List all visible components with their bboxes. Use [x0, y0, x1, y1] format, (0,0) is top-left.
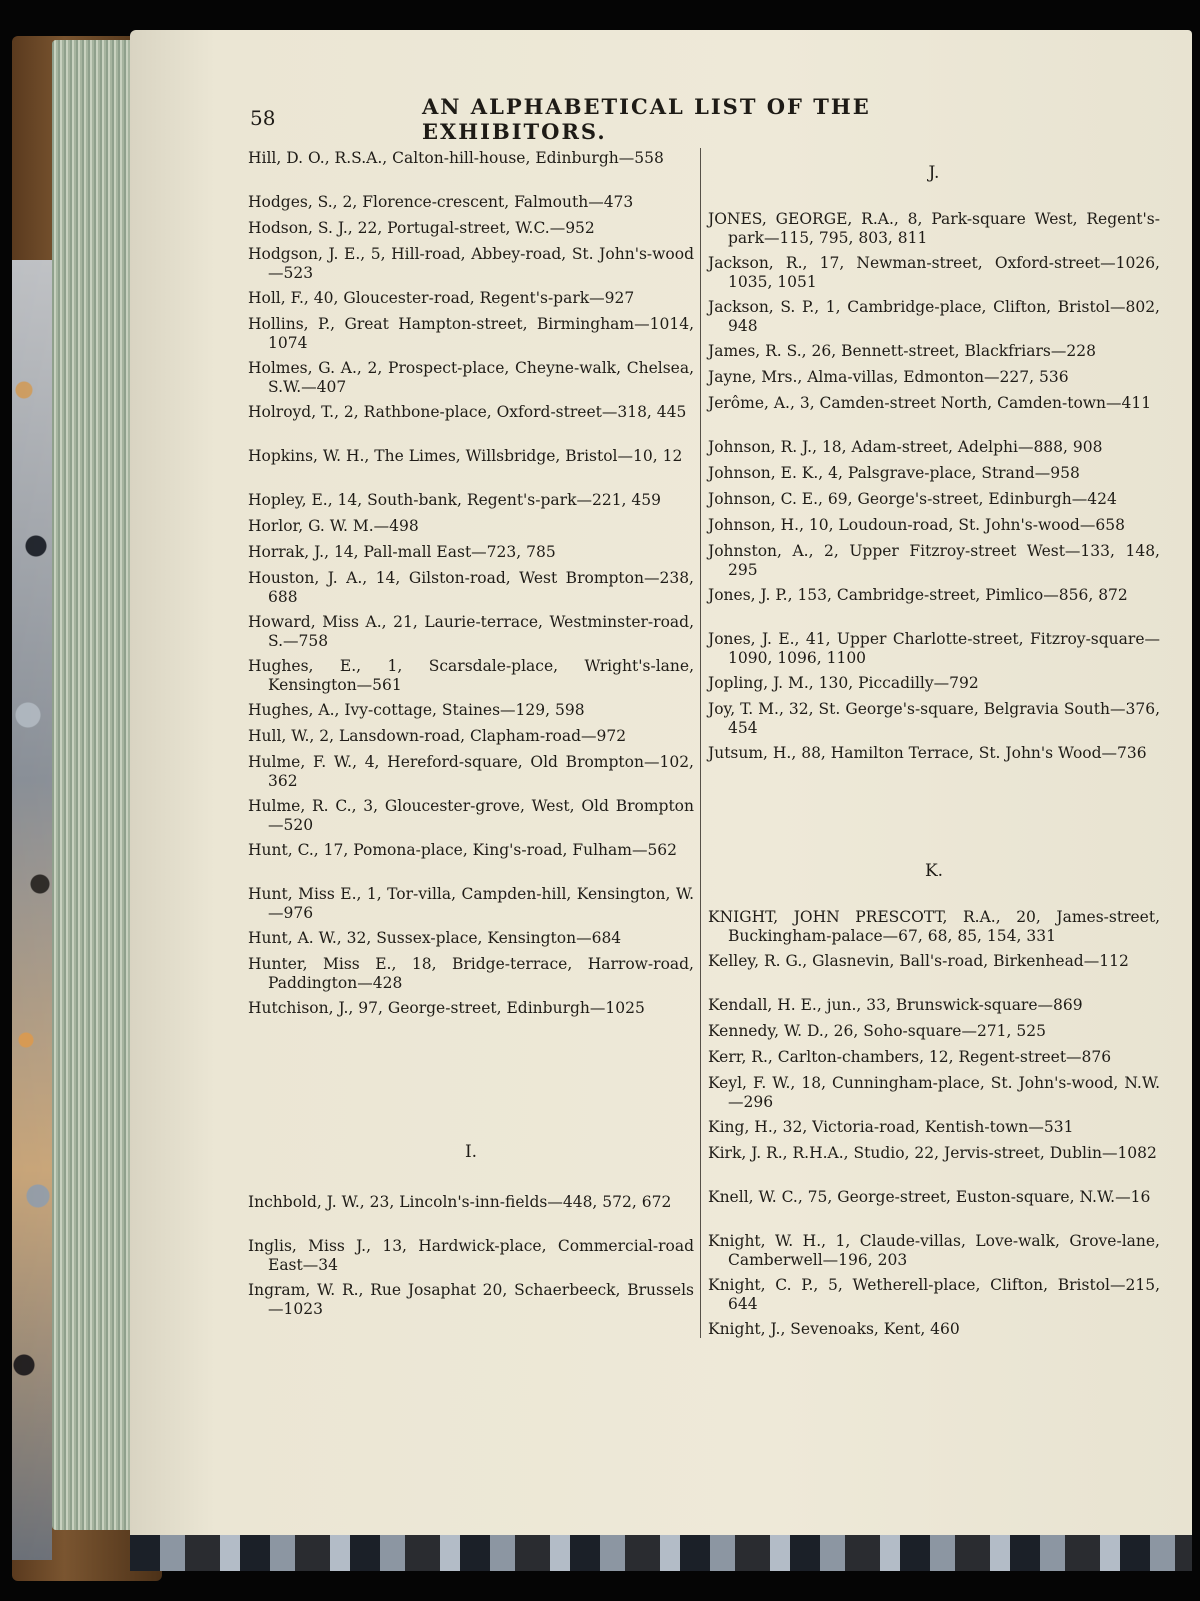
- list-item: Hull, W., 2, Lansdown-road, Clapham-road—972: [248, 727, 627, 745]
- list-item: Hutchison, J., 97, George-street, Edinburgh—1025: [248, 999, 645, 1017]
- list-item: Knight, W. H., 1, Claude-villas, Love-walk, Grove-lane, Camberwell—196, 203: [708, 1232, 1160, 1269]
- list-item: Joy, T. M., 32, St. George's-square, Belgravia South—376, 454: [708, 700, 1160, 737]
- list-item: Kerr, R., Carlton-chambers, 12, Regent-street—876: [708, 1048, 1112, 1066]
- list-item: Johnson, E. K., 4, Palsgrave-place, Strand—958: [708, 464, 1080, 482]
- list-item: Howard, Miss A., 21, Laurie-terrace, Westminster-road, S.—758: [248, 613, 694, 650]
- list-item: Horrak, J., 14, Pall-mall East—723, 785: [248, 543, 556, 561]
- list-item: Johnson, R. J., 18, Adam-street, Adelphi—888, 908: [708, 438, 1103, 456]
- marbled-endpaper: [12, 260, 52, 1560]
- list-item: Horlor, G. W. M.—498: [248, 517, 419, 535]
- column-divider: [700, 148, 701, 1338]
- list-item: Jutsum, H., 88, Hamilton Terrace, St. John's Wood—736: [708, 744, 1147, 762]
- list-item: Johnston, A., 2, Upper Fitzroy-street West—133, 148, 295: [708, 542, 1160, 579]
- page-header: [250, 92, 990, 144]
- list-item: Knell, W. C., 75, George-street, Euston-square, N.W.—16: [708, 1188, 1151, 1206]
- list-item: Hodson, S. J., 22, Portugal-street, W.C.—952: [248, 219, 595, 237]
- list-item: Hollins, P., Great Hampton-street, Birmingham—1014, 1074: [248, 315, 694, 352]
- running-head-title: AN ALPHABETICAL LIST OF THE EXHIBITORS.: [422, 94, 871, 144]
- bottom-marbled-edge: [130, 1535, 1192, 1571]
- list-item: Knight, J., Sevenoaks, Kent, 460: [708, 1320, 960, 1338]
- list-item: Hughes, E., 1, Scarsdale-place, Wright's-lane, Kensington—561: [248, 657, 694, 694]
- list-item: JONES, GEORGE, R.A., 8, Park-square West, Regent's-park—115, 795, 803, 811: [708, 210, 1160, 247]
- list-item: Ingram, W. R., Rue Josaphat 20, Schaerbeeck, Brussels—1023: [248, 1281, 694, 1318]
- list-item: Hunter, Miss E., 18, Bridge-terrace, Harrow-road, Paddington—428: [248, 955, 694, 992]
- list-item: Johnson, C. E., 69, George's-street, Edinburgh—424: [708, 490, 1117, 508]
- list-item: Inglis, Miss J., 13, Hardwick-place, Commercial-road East—34: [248, 1237, 694, 1274]
- list-item: Hunt, A. W., 32, Sussex-place, Kensington—684: [248, 929, 622, 947]
- list-item: King, H., 32, Victoria-road, Kentish-town—531: [708, 1118, 1074, 1136]
- list-item: Keyl, F. W., 18, Cunningham-place, St. John's-wood, N.W.—296: [708, 1074, 1160, 1111]
- list-item: Hunt, Miss E., 1, Tor-villa, Campden-hill, Kensington, W.—976: [248, 885, 694, 922]
- list-item: Hunt, C., 17, Pomona-place, King's-road, Fulham—562: [248, 841, 678, 859]
- list-item: Hopley, E., 14, South-bank, Regent's-park—221, 459: [248, 491, 661, 509]
- list-item: KNIGHT, JOHN PRESCOTT, R.A., 20, James-street, Buckingham-palace—67, 68, 85, 154, 331: [708, 908, 1160, 945]
- list-item: Inchbold, J. W., 23, Lincoln's-inn-fields—448, 572, 672: [248, 1193, 672, 1211]
- list-item: Holroyd, T., 2, Rathbone-place, Oxford-street—318, 445: [248, 403, 687, 421]
- list-item: Hodges, S., 2, Florence-crescent, Falmouth—473: [248, 193, 634, 211]
- list-item: Kirk, J. R., R.H.A., Studio, 22, Jervis-street, Dublin—1082: [708, 1144, 1157, 1162]
- list-item: Holmes, G. A., 2, Prospect-place, Cheyne-walk, Chelsea, S.W.—407: [248, 359, 694, 396]
- list-item: Jackson, S. P., 1, Cambridge-place, Clifton, Bristol—802, 948: [708, 298, 1160, 335]
- list-item: James, R. S., 26, Bennett-street, Blackfriars—228: [708, 342, 1096, 360]
- list-item: Kendall, H. E., jun., 33, Brunswick-square—869: [708, 996, 1083, 1014]
- list-item: Hulme, F. W., 4, Hereford-square, Old Brompton—102, 362: [248, 753, 694, 790]
- page-number: 58: [250, 106, 276, 130]
- list-item: Jones, J. P., 153, Cambridge-street, Pimlico—856, 872: [708, 586, 1128, 604]
- section-heading-i: I.: [464, 1142, 478, 1162]
- section-heading-j: J.: [928, 163, 940, 183]
- list-item: Jayne, Mrs., Alma-villas, Edmonton—227, 536: [708, 368, 1069, 386]
- list-item: Holl, F., 40, Gloucester-road, Regent's-park—927: [248, 289, 635, 307]
- list-item: Johnson, H., 10, Loudoun-road, St. John's-wood—658: [708, 516, 1125, 534]
- list-item: Hulme, R. C., 3, Gloucester-grove, West, Old Brompton—520: [248, 797, 694, 834]
- list-item: Hodgson, J. E., 5, Hill-road, Abbey-road, St. John's-wood—523: [248, 245, 694, 282]
- list-item: Kennedy, W. D., 26, Soho-square—271, 525: [708, 1022, 1046, 1040]
- list-item: Kelley, R. G., Glasnevin, Ball's-road, Birkenhead—112: [708, 952, 1129, 970]
- list-item: Jackson, R., 17, Newman-street, Oxford-street—1026, 1035, 1051: [708, 254, 1160, 291]
- list-item: Hughes, A., Ivy-cottage, Staines—129, 598: [248, 701, 585, 719]
- list-item: Houston, J. A., 14, Gilston-road, West Brompton—238, 688: [248, 569, 694, 606]
- section-heading-k: K.: [924, 861, 944, 881]
- page-edges: [52, 40, 142, 1530]
- list-item: Hopkins, W. H., The Limes, Willsbridge, Bristol—10, 12: [248, 447, 683, 465]
- list-item: Jones, J. E., 41, Upper Charlotte-street, Fitzroy-square—1090, 1096, 1100: [708, 630, 1160, 667]
- list-item: Knight, C. P., 5, Wetherell-place, Clifton, Bristol—215, 644: [708, 1276, 1160, 1313]
- list-item: Hill, D. O., R.S.A., Calton-hill-house, Edinburgh—558: [248, 149, 664, 167]
- list-item: Jerôme, A., 3, Camden-street North, Camden-town—411: [708, 394, 1152, 412]
- list-item: Jopling, J. M., 130, Piccadilly—792: [708, 674, 979, 692]
